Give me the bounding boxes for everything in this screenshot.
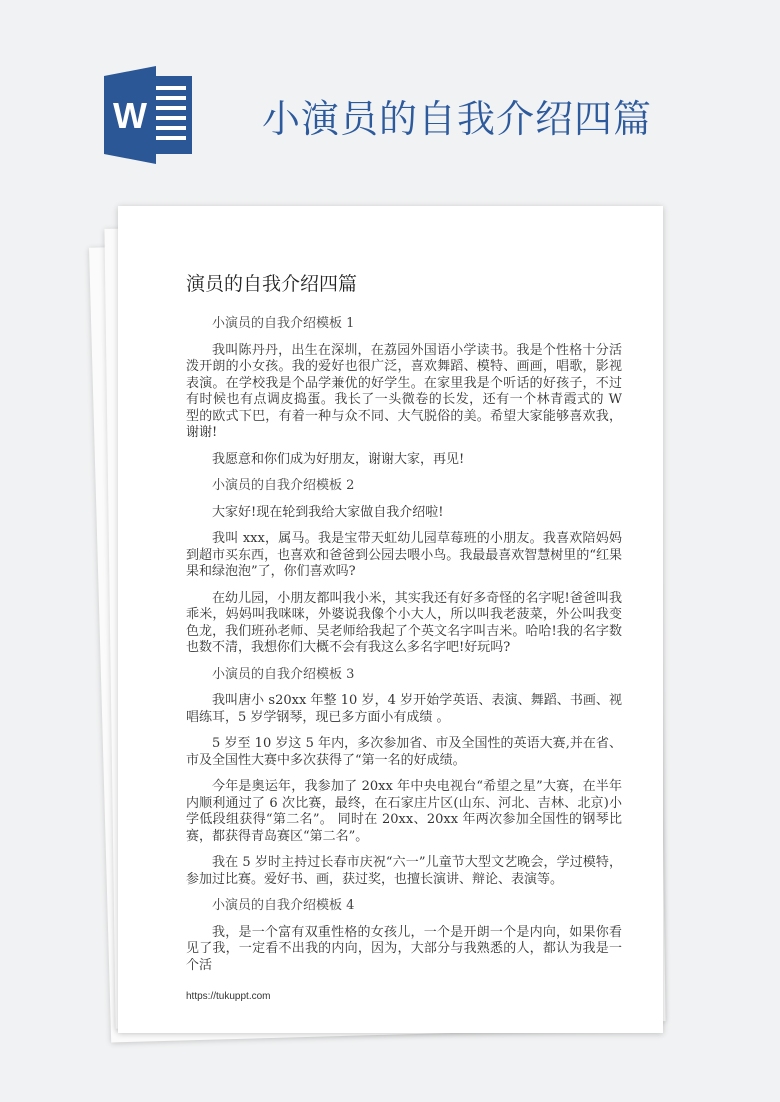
body-paragraph: 在幼儿园，小朋友都叫我小米，其实我还有好多奇怪的名字呢!爸爸叫我乖米，妈妈叫我咪咪，外婆说我像个小大人，所以叫我老菠菜，外公叫我变色龙，我们班孙老师、吴老师给我起了个英文名字叫吉米。哈哈!我的名字数也数不清，我想你们大概不会有我这么多名字吧!好玩吗? <box>186 590 622 655</box>
page-title: 小演员的自我介绍四篇 <box>262 97 653 141</box>
body-paragraph: 我叫唐小 s20xx 年整 10 岁，4 岁开始学英语、表演、舞蹈、书画、视唱练耳，5 岁学钢琴，现已多方面小有成绩 。 <box>186 693 622 725</box>
footer-url: https://tukuppt.com <box>186 991 271 1002</box>
body-paragraph: 今年是奥运年，我参加了 20xx 年中央电视台“希望之星”大赛，在半年内顺利通过了 6 次比赛，最终，在石家庄片区(山东、河北、吉林、北京)小学低段组获得“第二名”。 同时在 20xx、20xx 年两次参加全国性的钢琴比赛，都获得青岛赛区“第二名”。 <box>186 779 622 844</box>
document-content <box>186 272 622 974</box>
body-paragraph: 5 岁至 10 岁这 5 年内，多次参加省、市及全国性的英语大赛,并在省、市及全国性大赛中多次获得了“第一名的好成绩。 <box>186 736 622 768</box>
document-page <box>118 206 663 1033</box>
section-heading: 小演员的自我介绍模板 3 <box>212 666 355 682</box>
body-paragraph: 大家好!现在轮到我给大家做自我介绍啦! <box>212 504 444 520</box>
word-document-icon <box>104 66 196 164</box>
body-paragraph: 我，是一个富有双重性格的女孩儿，一个是开朗一个是内向，如果你看见了我，一定看不出我的内向，因为，大部分与我熟悉的人，都认为我是一个活 <box>186 924 622 973</box>
body-paragraph: 我愿意和你们成为好朋友，谢谢大家，再见! <box>212 451 465 467</box>
body-paragraph: 我在 5 岁时主持过长春市庆祝“六一”儿童节大型文艺晚会，学过模特，参加过比赛。爱好书、画，获过奖，也擅长演讲、辩论、表演等。 <box>186 855 622 887</box>
svg-text:W: W <box>113 95 147 136</box>
body-paragraph: 我叫陈丹丹，出生在深圳，在荔园外国语小学读书。我是个性格十分活泼开朗的小女孩。我的爱好也很广泛，喜欢舞蹈、模特、画画，唱歌，影视表演。在学校我是个品学兼优的好学生。在家里我是个听话的好孩子，不过有时候也有点调皮捣蛋。我长了一头微卷的长发，还有一个林青霞式的 W 型的欧式下巴，有着一种与众不同、大气脱俗的美。希望大家能够喜欢我，谢谢! <box>186 342 622 440</box>
section-heading: 小演员的自我介绍模板 1 <box>212 316 355 331</box>
body-paragraph: 我叫 xxx，属马。我是宝带天虹幼儿园草莓班的小朋友。我喜欢陪妈妈到超市买东西，也喜欢和爸爸到公园去喂小鸟。我最最喜欢智慧树里的“红果果和绿泡泡”了，你们喜欢吗? <box>186 531 622 579</box>
section-heading: 小演员的自我介绍模板 2 <box>212 478 355 493</box>
section-heading: 小演员的自我介绍模板 4 <box>212 898 355 913</box>
document-title: 演员的自我介绍四篇 <box>186 273 358 295</box>
